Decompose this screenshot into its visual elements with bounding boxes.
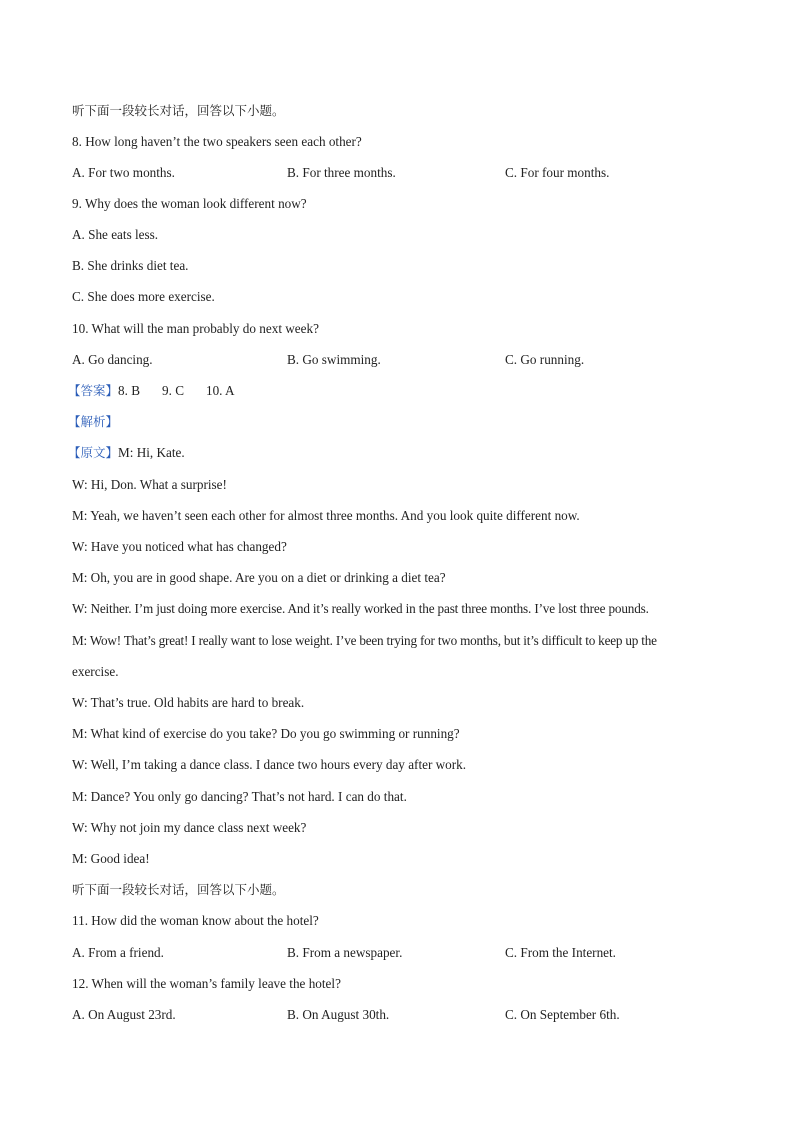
option-a: A. For two months. — [72, 165, 175, 180]
option-c: C. She does more exercise. — [72, 289, 215, 304]
option-b: B. For three months. — [287, 165, 396, 180]
answer-item: 8. B — [118, 383, 140, 398]
option-a: A. On August 23rd. — [72, 1007, 176, 1022]
transcript-line: W: Have you noticed what has changed? — [72, 539, 287, 554]
option-b: B. From a newspaper. — [287, 945, 403, 960]
option-c: C. For four months. — [505, 165, 610, 180]
question-11: 11. How did the woman know about the hotel? — [72, 913, 319, 928]
transcript-tag: 【原文】 — [68, 445, 119, 460]
option-c: C. On September 6th. — [505, 1007, 620, 1022]
option-a: A. Go dancing. — [72, 352, 153, 367]
answer-tag: 【答案】 — [68, 383, 119, 398]
transcript-line: M: Wow! That’s great! I really want to lose weight. I’ve been trying for two months, but it’s difficult to keep up the — [72, 633, 657, 648]
option-c: C. Go running. — [505, 352, 585, 367]
answer-item: 10. A — [205, 383, 235, 398]
transcript-line: M: What kind of exercise do you take? Do you go swimming or running? — [72, 726, 460, 741]
question-8: 8. How long haven’t the two speakers seen each other? — [72, 134, 362, 149]
answer-item: 9. C — [162, 383, 184, 398]
option-b: B. On August 30th. — [287, 1007, 390, 1022]
answer-line — [68, 383, 734, 399]
question-12: 12. When will the woman’s family leave the hotel? — [72, 976, 341, 991]
option-a: A. From a friend. — [72, 945, 164, 960]
section-heading: 听下面一段较长对话，回答以下小题。 — [72, 882, 285, 897]
transcript-line: M: Yeah, we haven’t seen each other for almost three months. And you look quite different now. — [72, 508, 580, 523]
option-c: C. From the Internet. — [505, 945, 616, 960]
option-b: B. She drinks diet tea. — [72, 258, 189, 273]
option-a: A. She eats less. — [72, 227, 159, 242]
option-b: B. Go swimming. — [287, 352, 381, 367]
transcript-text: M: Hi, Kate. — [118, 445, 185, 460]
analysis-tag: 【解析】 — [68, 414, 119, 429]
analysis-line — [68, 414, 734, 430]
transcript-line: W: Well, I’m taking a dance class. I dance two hours every day after work. — [72, 757, 467, 772]
question-9: 9. Why does the woman look different now? — [72, 196, 307, 211]
transcript-line: W: Neither. I’m just doing more exercise. And it’s really worked in the past three months. I’ve lost three pounds. — [72, 601, 649, 616]
transcript-line: W: Hi, Don. What a surprise! — [72, 477, 227, 492]
transcript-line: W: Why not join my dance class next week? — [72, 820, 307, 835]
transcript-line: exercise. — [72, 664, 119, 679]
section-heading: 听下面一段较长对话，回答以下小题。 — [72, 103, 285, 118]
transcript-line: M: Oh, you are in good shape. Are you on a diet or drinking a diet tea? — [72, 570, 446, 585]
transcript-line: M: Good idea! — [72, 851, 150, 866]
transcript-line — [68, 445, 734, 461]
question-10: 10. What will the man probably do next week? — [72, 321, 319, 336]
transcript-line: W: That’s true. Old habits are hard to break. — [72, 695, 305, 710]
transcript-line: M: Dance? You only go dancing? That’s not hard. I can do that. — [72, 789, 407, 804]
